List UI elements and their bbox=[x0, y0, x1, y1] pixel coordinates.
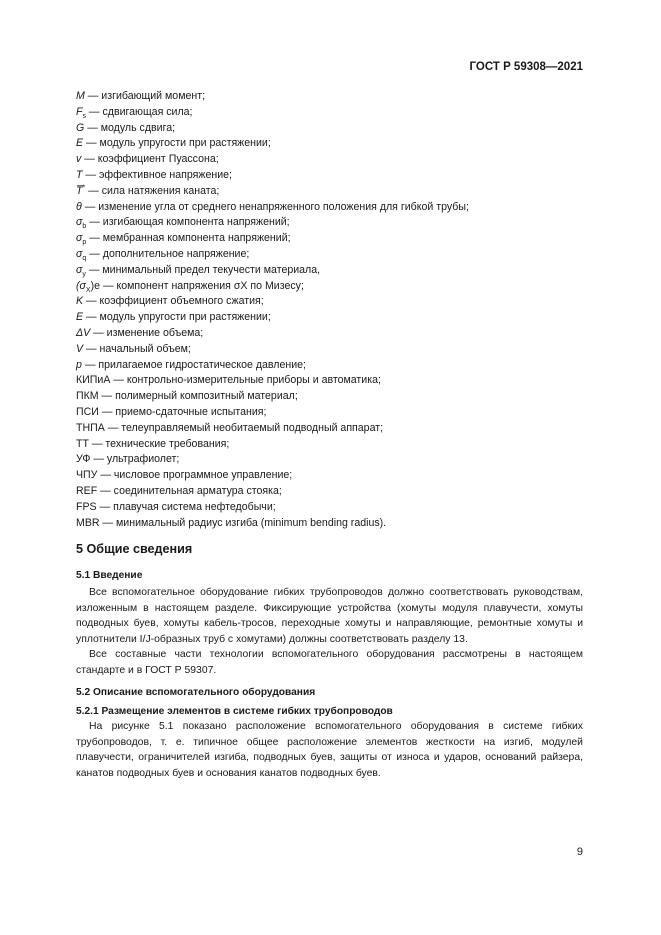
definition-item: θ — изменение угла от среднего ненапряженного положения для гибкой трубы; bbox=[76, 200, 469, 213]
abbreviation-item: УФ — ультрафиолет; bbox=[76, 453, 180, 466]
paragraph: На рисунке 5.1 показано расположение вспомогательного оборудования в системе гибких трубопроводов, т. е. типичное общее расположение элементов жесткости на изгиб, модулей плавучести, ограничителей изгиба, подводных буев, защиты от износа и ударов, оснований райзера, канатов подводных буев и основания канатов подводных буев. bbox=[76, 721, 583, 779]
section-5-2-1-heading: 5.2.1 Размещение элементов в системе гибких трубопроводов bbox=[76, 706, 393, 717]
page-number: 9 bbox=[576, 846, 583, 858]
definition-item: M — изгибающий момент; bbox=[76, 90, 206, 102]
definition-item: V — начальный объем; bbox=[76, 342, 191, 355]
standard-number-header: ГОСТ Р 59308—2021 bbox=[469, 61, 583, 73]
section-5-1-heading: 5.1 Введение bbox=[76, 570, 143, 581]
definition-item: T̅* — сила натяжения каната; bbox=[76, 184, 220, 197]
abbreviation-item: ТНПА — телеуправляемый необитаемый подводный аппарат; bbox=[76, 421, 384, 434]
paragraph: Все составные части технологии вспомогательного оборудования рассмотрены в настоящем стандарте и в ГОСТ Р 59307. bbox=[76, 649, 583, 676]
definition-item: $F_s$ — сдвигающая сила; bbox=[76, 105, 193, 120]
abbreviation-item: FPS — плавучая система нефтедобычи; bbox=[76, 500, 276, 513]
abbreviation-item: REF — соединительная арматура стояка; bbox=[76, 484, 282, 497]
abbreviation-item: КИПиА — контрольно-измерительные приборы и автоматика; bbox=[76, 374, 381, 387]
definition-item: $(\sigma_X)e$ — компонент напряжения σX по Мизесу; bbox=[76, 279, 304, 294]
definition-item: $\sigma_p$ — мембранная компонента напряжений; bbox=[76, 232, 291, 247]
symbols-definitions-list bbox=[76, 89, 596, 531]
definition-item: E — модуль упругости при растяжении; bbox=[76, 137, 271, 150]
abbreviation-item: ЧПУ — числовое программное управление; bbox=[76, 469, 293, 482]
definition-item: v — коэффициент Пуассона; bbox=[76, 153, 219, 166]
abbreviation-item: MBR — минимальный радиус изгиба (minimum bending radius). bbox=[76, 516, 387, 529]
section-5-heading: 5 Общие сведения bbox=[76, 542, 193, 556]
section-5-2-heading: 5.2 Описание вспомогательного оборудования bbox=[76, 687, 316, 698]
definition-item: ΔV — изменение объема; bbox=[76, 326, 204, 339]
abbreviation-item: ТТ — технические требования; bbox=[76, 437, 230, 450]
definition-item: G — модуль сдвига; bbox=[76, 121, 176, 134]
definition-item: T — эффективное напряжение; bbox=[76, 168, 232, 181]
definition-item: p — прилагаемое гидростатическое давление; bbox=[76, 358, 306, 371]
definition-item: $\sigma_b$ — изгибающая компонента напряжений; bbox=[76, 216, 290, 231]
section-5-1-body bbox=[76, 585, 583, 679]
definition-item: $\sigma_q$ — дополнительное напряжение; bbox=[76, 247, 250, 263]
abbreviation-item: ПКМ — полимерный композитный материал; bbox=[76, 390, 298, 403]
definition-item: $\sigma_y$ — минимальный предел текучести материала, bbox=[76, 263, 321, 278]
definition-item: K — коэффициент объемного сжатия; bbox=[76, 295, 264, 308]
section-5-2-1-body bbox=[76, 719, 583, 781]
paragraph: Все вспомогательное оборудование гибких трубопроводов должно соответствовать руководствам, изложенным в настоящем разделе. Фиксирующие устройства (хомуты модуля плавучести, хомуты подводных буев, хомуты кабель-тросов, переходные хомуты и направляющие, ремонтные хомуты и уплотнители I/J-образных труб с хомутами) должны соответствовать разделу 13. bbox=[76, 587, 583, 645]
abbreviation-item: ПСИ — приемо-сдаточные испытания; bbox=[76, 405, 267, 418]
definition-item: E — модуль упругости при растяжении; bbox=[76, 311, 271, 324]
